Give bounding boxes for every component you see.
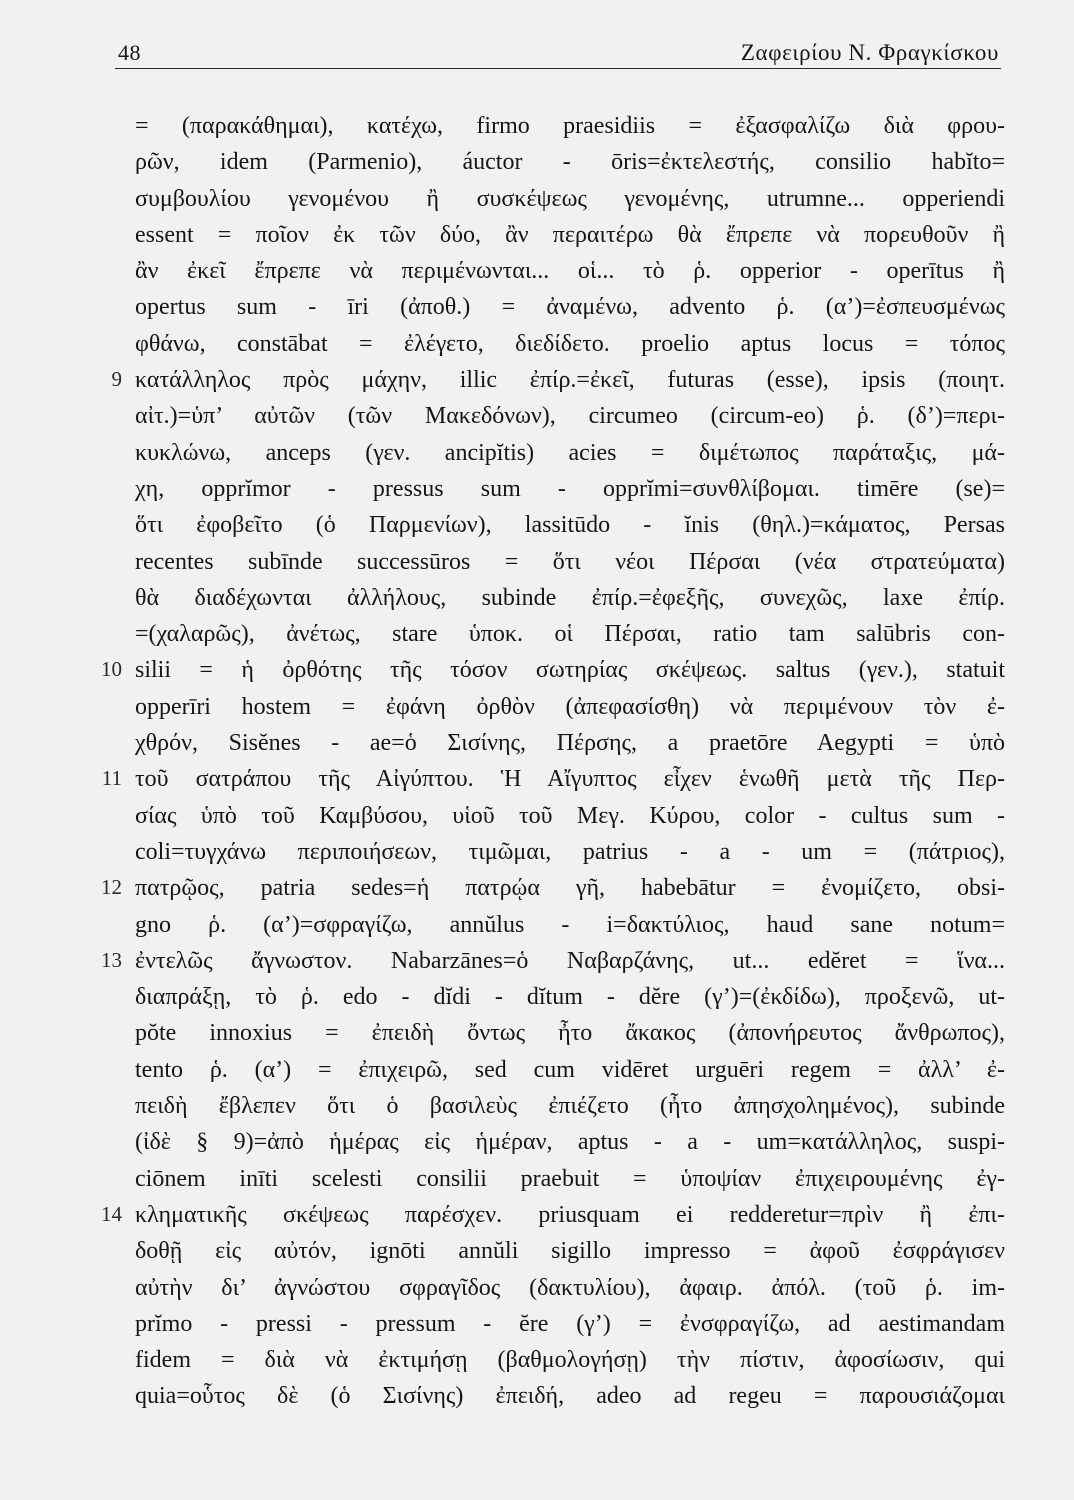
line-text: πειδὴ ἔβλεπεν ὅτι ὁ βασιλεὺς ἐπιέζετο (ἦτο ἀπησχολημένος), subinde xyxy=(135,1093,1005,1120)
text-line xyxy=(0,145,1074,181)
running-title: Ζαφειρίου Ν. Φραγκίσκου xyxy=(740,40,999,65)
section-number: 12 xyxy=(101,875,122,900)
line-text: διαπράξῃ, τὸ ῥ. edo - dĭdi - dĭtum - dĕre (γ’)=(ἐκδίδω), προξενῶ, ut- xyxy=(135,984,1005,1011)
text-line xyxy=(0,1053,1074,1089)
text-line xyxy=(0,1307,1074,1343)
line-text: silii = ἡ ὀρθότης τῆς τόσον σωτηρίας σκέψεως. saltus (γεν.), statuit xyxy=(135,657,1005,684)
page-header xyxy=(115,34,1001,69)
text-line xyxy=(0,218,1074,254)
section-number: 10 xyxy=(101,657,122,682)
line-text: gno ῥ. (α’)=σφραγίζω, annŭlus - i=δακτύλιος, haud sane notum= xyxy=(135,911,1005,938)
text-line xyxy=(0,908,1074,944)
section-number: 13 xyxy=(101,947,122,972)
line-text: τοῦ σατράπου τῆς Αἰγύπτου. Ἡ Αἴγυπτος εἶχεν ἑνωθῆ μετὰ τῆς Περ- xyxy=(135,766,1005,793)
section-number: 9 xyxy=(111,367,122,392)
text-line xyxy=(0,290,1074,326)
line-text: πατρῷος, patria sedes=ἡ πατρῴα γῆ, habebātur = ἐνομίζετο, obsi- xyxy=(135,875,1005,902)
text-line xyxy=(0,617,1074,653)
section-number: 14 xyxy=(101,1201,122,1226)
text-line xyxy=(0,980,1074,1016)
line-text: θὰ διαδέχωνται ἀλλήλους, subinde ἐπίρ.=ἐφεξῆς, συνεχῶς, laxe ἐπίρ. xyxy=(135,584,1005,611)
text-line xyxy=(0,835,1074,871)
text-line xyxy=(0,1379,1074,1415)
line-text: fidem = διὰ νὰ ἐκτιμήσῃ (βαθμολογήσῃ) τὴν πίστιν, ἀφοσίωσιν, qui xyxy=(135,1347,1005,1374)
text-body xyxy=(0,109,1074,1416)
text-line xyxy=(0,109,1074,145)
text-line xyxy=(0,399,1074,435)
text-line xyxy=(0,508,1074,544)
text-line xyxy=(0,182,1074,218)
text-line xyxy=(0,653,1074,689)
text-line xyxy=(0,871,1074,907)
line-text: αὐτὴν δι’ ἀγνώστου σφραγῖδος (δακτυλίου), ἀφαιρ. ἀπόλ. (τοῦ ῥ. im- xyxy=(135,1274,1005,1301)
line-text: pŏte innoxius = ἐπειδὴ ὄντως ἦτο ἄκακος (ἀπονήρευτος ἄνθρωπος), xyxy=(135,1020,1005,1047)
text-line xyxy=(0,799,1074,835)
page-number: 48 xyxy=(118,40,141,65)
text-line xyxy=(0,1089,1074,1125)
section-number: 11 xyxy=(101,766,122,791)
text-line xyxy=(0,1162,1074,1198)
line-text: δοθῇ εἰς αὐτόν, ignōti annŭli sigillo impresso = ἀφοῦ ἐσφράγισεν xyxy=(135,1238,1005,1265)
line-text: =(χαλαρῶς), ἀνέτως, stare ὑποκ. οἱ Πέρσαι, ratio tam salūbris con- xyxy=(135,621,1005,648)
line-text: opertus sum - īri (ἀποθ.) = ἀναμένω, advento ῥ. (α’)=ἐσπευσμένως xyxy=(135,294,1005,321)
text-line xyxy=(0,1125,1074,1161)
text-line xyxy=(0,436,1074,472)
line-text: φθάνω, constābat = ἐλέγετο, διεδίδετο. proelio aptus locus = τόπος xyxy=(135,330,1005,357)
text-line xyxy=(0,690,1074,726)
text-line xyxy=(0,1016,1074,1052)
line-text: recentes subīnde successūros = ὅτι νέοι Πέρσαι (νέα στρατεύματα) xyxy=(135,548,1005,575)
line-text: συμβουλίου γενομένου ἢ συσκέψεως γενομένης, utrumne... opperiendi xyxy=(135,185,1005,212)
line-text: = (παρακάθημαι), κατέχω, firmo praesidiis = ἐξασφαλίζω διὰ φρου- xyxy=(135,113,1005,139)
text-line xyxy=(0,327,1074,363)
line-text: (ἰδὲ § 9)=ἀπὸ ἡμέρας εἰς ἡμέραν, aptus - a - um=κατάλληλος, suspi- xyxy=(135,1129,1005,1156)
text-line xyxy=(0,1234,1074,1270)
text-line xyxy=(0,762,1074,798)
line-text: ρῶν, idem (Parmenio), áuctor - ōris=ἐκτελεστής, consilio habĭto= xyxy=(135,149,1005,176)
text-line xyxy=(0,1343,1074,1379)
line-text: coli=τυγχάνω περιποιήσεων, τιμῶμαι, patrius - a - um = (πάτριος), xyxy=(135,838,1005,865)
text-line xyxy=(0,363,1074,399)
line-text: σίας ὑπὸ τοῦ Καμβύσου, υἱοῦ τοῦ Μεγ. Κύρου, color - cultus sum - xyxy=(135,802,1005,829)
text-line xyxy=(0,254,1074,290)
line-text: essent = ποῖον ἐκ τῶν δύο, ἂν περαιτέρω θὰ ἔπρεπε νὰ πορευθοῦν ἢ xyxy=(135,221,1005,248)
text-line xyxy=(0,472,1074,508)
text-line xyxy=(0,944,1074,980)
text-line xyxy=(0,726,1074,762)
line-text: κληματικῆς σκέψεως παρέσχεν. priusquam ei redderetur=πρὶν ἢ ἐπι- xyxy=(135,1201,1005,1228)
line-text: ὅτι ἐφοβεῖτο (ὁ Παρμενίων), lassitūdo - ĭnis (θηλ.)=κάματος, Persas xyxy=(135,512,1005,539)
line-text: κατάλληλος πρὸς μάχην, illic ἐπίρ.=ἐκεῖ, futuras (esse), ipsis (ποιητ. xyxy=(135,367,1005,394)
line-text: ἐντελῶς ἄγνωστον. Nabarzānes=ὁ Ναβαρζάνης, ut... edĕret = ἵνα... xyxy=(135,947,1005,974)
line-text: κυκλώνω, anceps (γεν. ancipĭtis) acies = διμέτωπος παράταξις, μά- xyxy=(135,439,1005,466)
text-line xyxy=(0,545,1074,581)
line-text: χη, opprĭmor - pressus sum - opprĭmi=συνθλίβομαι. timēre (se)= xyxy=(135,475,1005,502)
text-line xyxy=(0,581,1074,617)
text-line xyxy=(0,1271,1074,1307)
line-text: opperīri hostem = ἐφάνη ὀρθὸν (ἀπεφασίσθη) νὰ περιμένουν τὸν ἐ- xyxy=(135,693,1005,720)
line-text: tento ῥ. (α’) = ἐπιχειρῶ, sed cum vidēret urguēri regem = ἀλλ’ ἐ- xyxy=(135,1056,1005,1083)
line-text: χθρόν, Sisĕnes - ae=ὁ Σισίνης, Πέρσης, a praetōre Aegypti = ὑπὸ xyxy=(135,730,1005,757)
line-text: prĭmo - pressi - pressum - ĕre (γ’) = ἐνσφραγίζω, ad aestimandam xyxy=(135,1310,1005,1337)
line-text: quia=οὗτος δὲ (ὁ Σισίνης) ἐπειδή, adeo ad regeu = παρουσιάζομαι xyxy=(135,1383,1005,1410)
line-text: αἰτ.)=ὑπ’ αὐτῶν (τῶν Μακεδόνων), circumeo (circum-eo) ῥ. (δ’)=περι- xyxy=(135,403,1005,430)
line-text: ἂν ἐκεῖ ἔπρεπε νὰ περιμένωνται... οἱ... τὸ ῥ. opperior - operītus ἢ xyxy=(135,258,1005,285)
text-line xyxy=(0,1198,1074,1234)
line-text: ciōnem inīti scelesti consilii praebuit = ὑποψίαν ἐπιχειρουμένης ἐγ- xyxy=(135,1165,1005,1192)
